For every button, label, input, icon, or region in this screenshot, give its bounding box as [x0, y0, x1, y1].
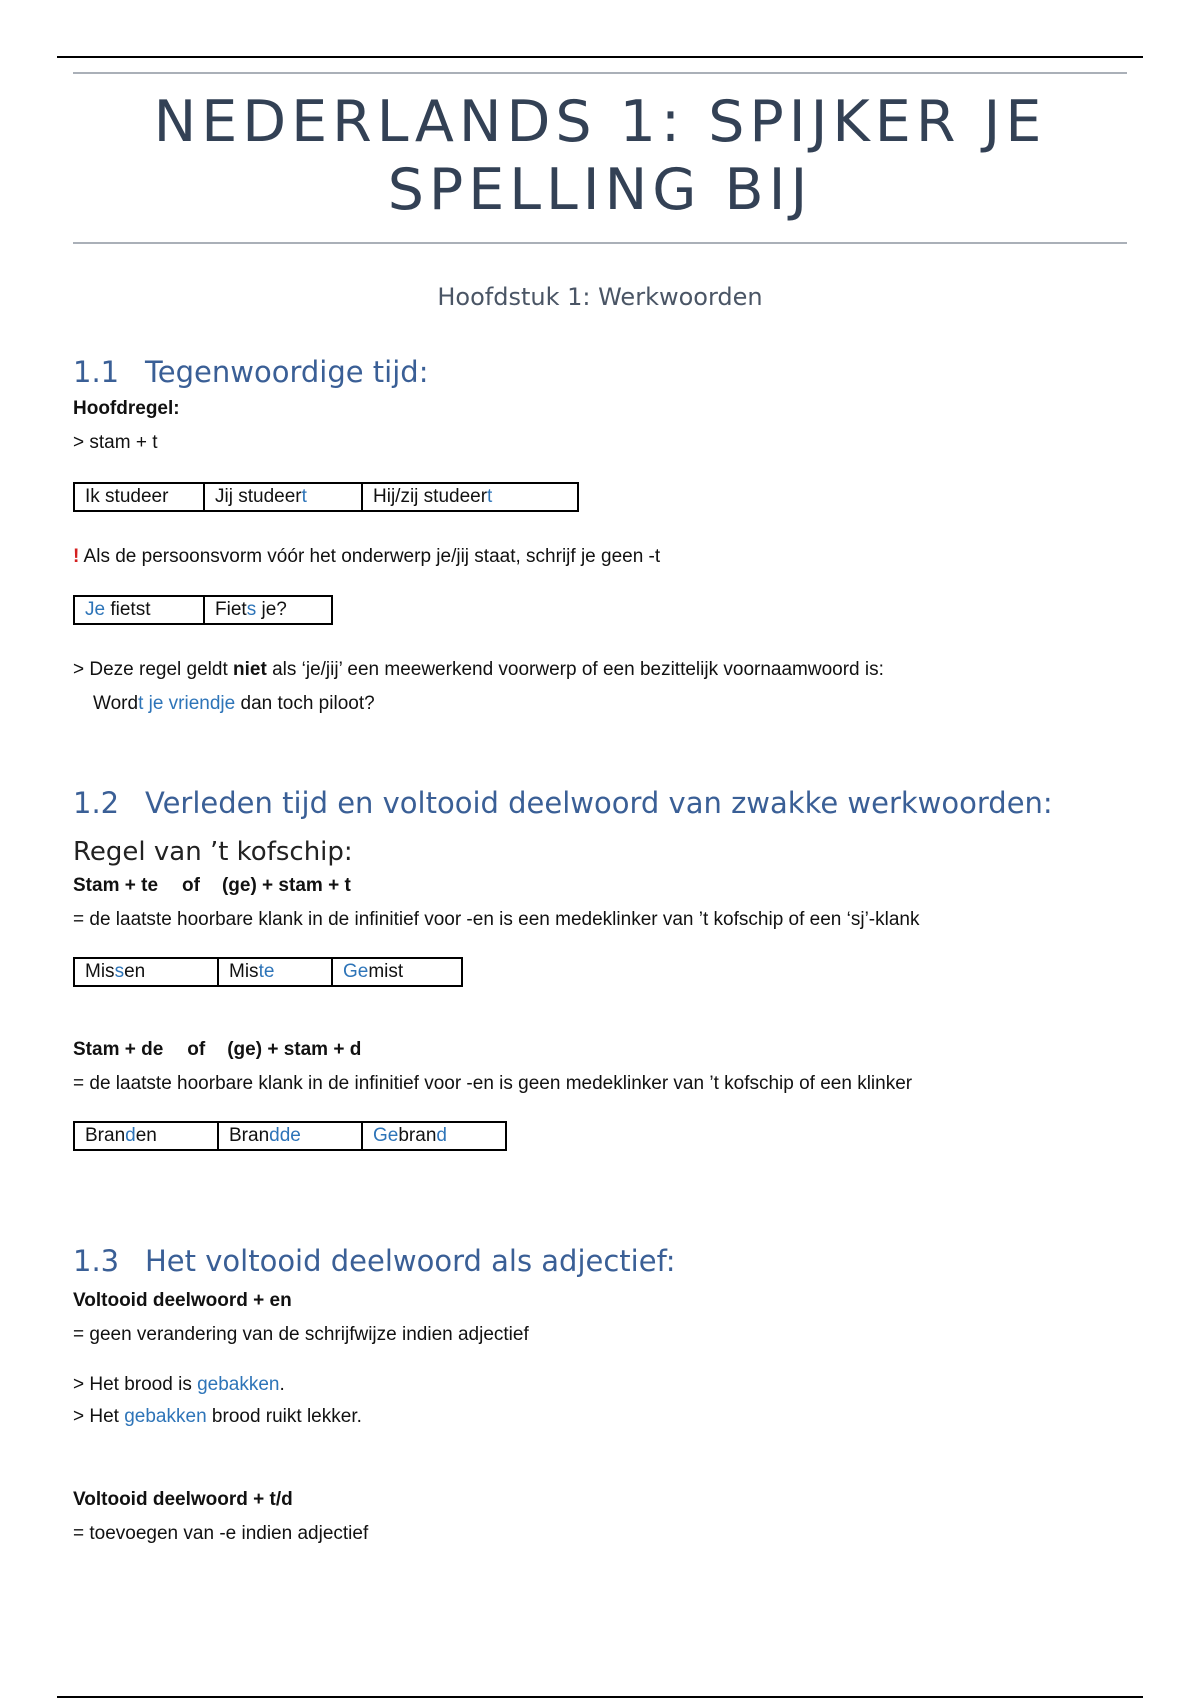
section-1-3-heading [73, 1244, 676, 1278]
table-cell: Je fietst [74, 596, 204, 624]
rule-stam-de-description: = de laatste hoorbare klank in de infinitief voor -en is geen medeklinker van ’t kofschip of een klinker [73, 1073, 913, 1094]
top-page-rule [57, 56, 1143, 58]
table-cell: Ik studeer [74, 483, 204, 511]
rule-deelwoord-en: Voltooid deelwoord + en [73, 1290, 292, 1311]
document-title: NEDERLANDS 1: SPIJKER JE SPELLING BIJ [153, 89, 1047, 223]
section-1-1-heading [73, 355, 428, 389]
section-title: Het voltooid deelwoord als adjectief: [145, 1244, 676, 1278]
table-cell: Missen [74, 958, 218, 986]
table-cell: Brandde [218, 1122, 362, 1150]
title-block [73, 72, 1127, 244]
table-cell: Hij/zij studeert [362, 483, 578, 511]
warning-note: ! Als de persoonsvorm vóór het onderwerp je/jij staat, schrijf je geen -t [73, 546, 661, 567]
conjugation-table-fietsen [73, 595, 333, 625]
section-1-2-heading [73, 786, 1053, 820]
table-cell: Gebrand [362, 1122, 506, 1150]
exclamation-icon: ! [73, 546, 80, 567]
chapter-heading: Hoofdstuk 1: Werkwoorden [437, 283, 763, 311]
example-line: > Het gebakken brood ruikt lekker. [73, 1406, 362, 1427]
rule-deelwoord-td-description: = toevoegen van -e indien adjectief [73, 1523, 369, 1544]
rule-stam-te-description: = de laatste hoorbare klank in de infinitief voor -en is een medeklinker van ’t kofschip of een ‘sj’-klank [73, 909, 920, 930]
section-number: 1.3 [73, 1244, 120, 1278]
table-cell: Jij studeert [204, 483, 362, 511]
rule-stam-te: Stam + te of (ge) + stam + t [73, 875, 351, 896]
conjugation-table-branden [73, 1121, 507, 1151]
rule-deelwoord-en-description: = geen verandering van de schrijfwijze indien adjectief [73, 1324, 529, 1345]
section-title: Verleden tijd en voltooid deelwoord van zwakke werkwoorden: [145, 786, 1053, 820]
exception-note: > Deze regel geldt niet als ‘je/jij’ een meewerkend voorwerp of een bezittelijk voornaamwoord is: [73, 659, 884, 680]
section-number: 1.1 [73, 355, 120, 389]
rule-stam-de: Stam + de of (ge) + stam + d [73, 1039, 362, 1060]
bottom-page-rule [57, 1696, 1143, 1698]
kofschip-subheading: Regel van ’t kofschip: [73, 837, 353, 867]
rule-label: Hoofdregel: [73, 398, 180, 419]
rule-text: > stam + t [73, 432, 158, 453]
conjugation-table-studeren [73, 482, 579, 512]
table-cell: Miste [218, 958, 332, 986]
example-line: > Het brood is gebakken. [73, 1374, 285, 1395]
section-title: Tegenwoordige tijd: [145, 355, 429, 389]
table-cell: Fiets je? [204, 596, 332, 624]
rule-deelwoord-td: Voltooid deelwoord + t/d [73, 1489, 293, 1510]
exception-example: Wordt je vriendje dan toch piloot? [93, 693, 375, 714]
section-number: 1.2 [73, 786, 120, 820]
table-cell: Branden [74, 1122, 218, 1150]
conjugation-table-missen [73, 957, 463, 987]
table-cell: Gemist [332, 958, 462, 986]
